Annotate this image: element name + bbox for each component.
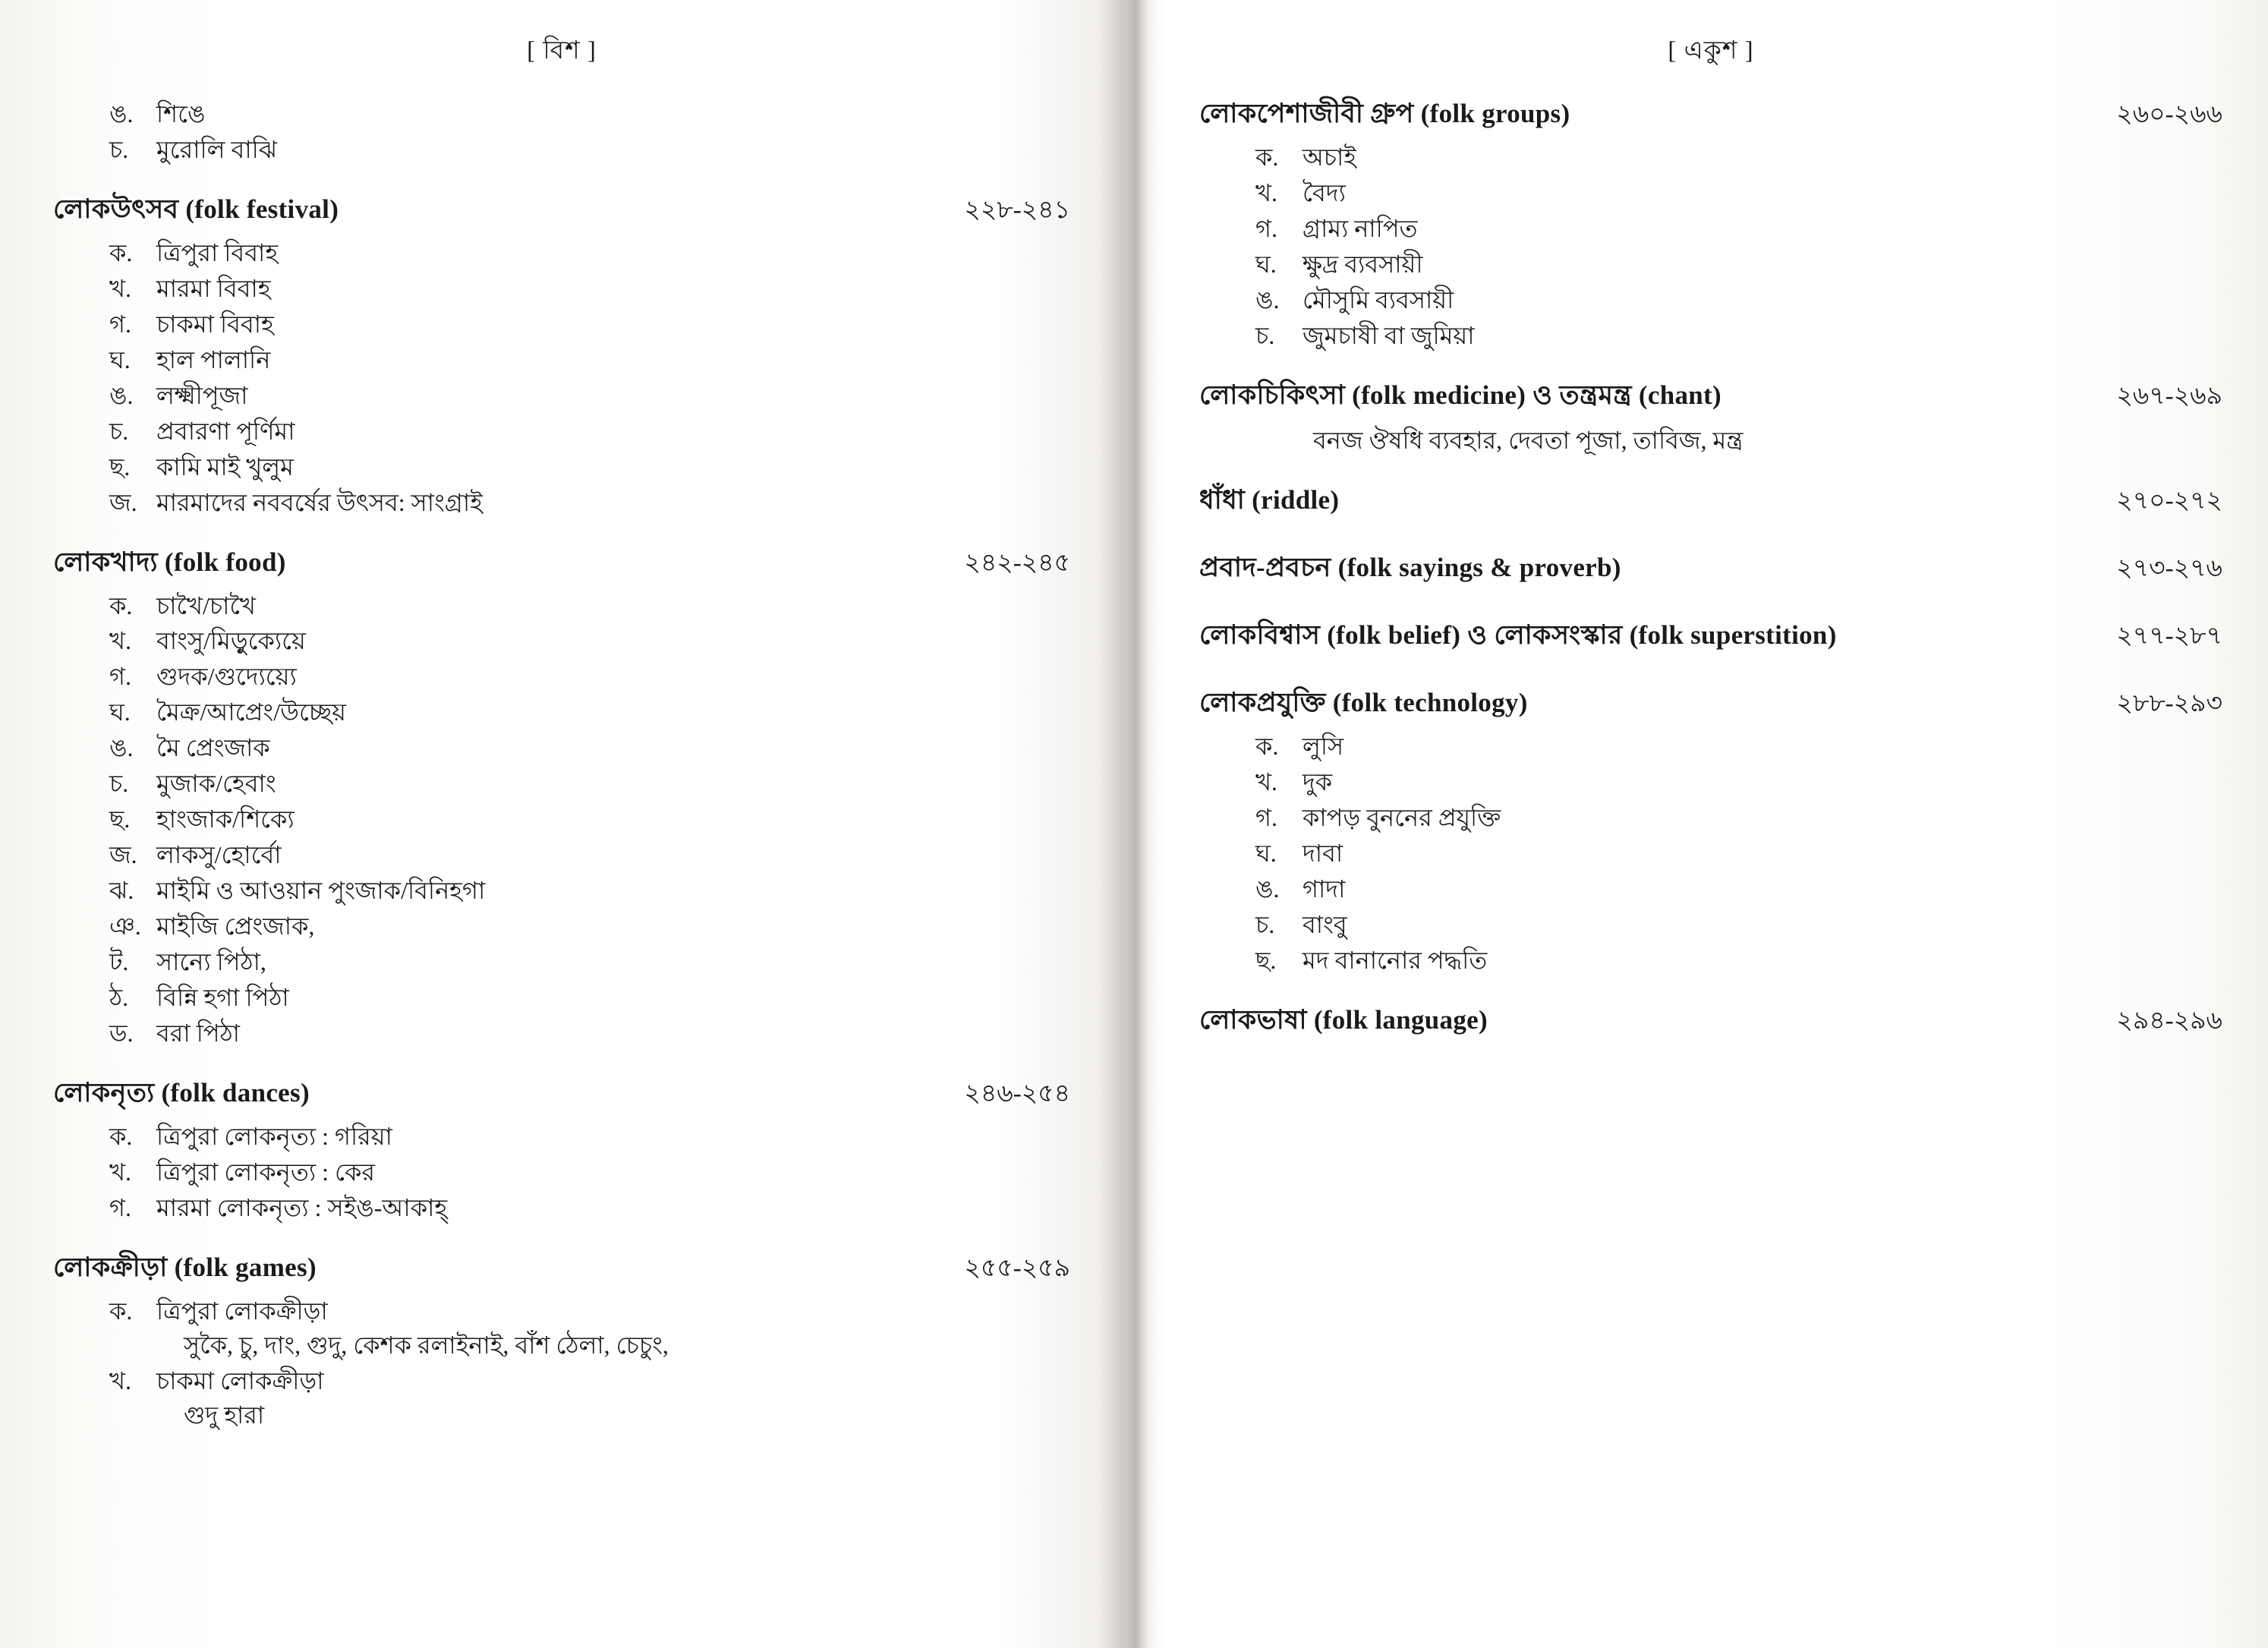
toc-subitem-marker: খ. [1255,768,1278,796]
toc-section-row [1199,374,2222,419]
toc-section-row [1199,547,2222,591]
right-page [1131,0,2268,1648]
toc-subitem-label: লাকসু/হোর্বো [156,841,282,869]
toc-subitem-label: মুজাক/হেবাং [156,770,276,798]
toc-subitem-label: গ্রাম্য নাপিত [1303,214,1418,242]
toc-section-title: লোকভাষা (folk language) [1199,1004,1488,1035]
toc-subitem-marker: ছ. [109,805,131,833]
toc-subitem-label: বাংবু [1303,911,1347,939]
toc-subitem-marker: খ. [1255,178,1278,206]
toc-subitem-label: মৌসুমি ব্যবসায়ী [1303,285,1454,314]
toc-subitem-marker: ঙ. [1255,285,1280,314]
toc-subitem-continuation: গুদু হারা [184,1401,265,1429]
toc-subitem [53,99,1070,130]
toc-subitem [1199,285,2222,316]
toc-subitem-label: বিন্নি হগা পিঠা [156,984,289,1012]
toc-section-row [1199,479,2222,524]
toc-subitem-marker: ঘ. [1255,840,1277,868]
toc-subitem-marker: খ. [109,627,132,655]
toc-subitem-label: মাইমি ও আওয়ান পুংজাক/বিনিহগা [156,877,486,905]
toc-subitem-marker: ঘ. [1255,250,1277,278]
toc-subitem-label: কামি মাই খুলুম [156,452,294,481]
toc-subitem [53,380,1070,411]
toc-page-range: ২২৮-২৪১ [964,196,1070,224]
toc-subitem [53,661,1070,692]
toc-subitem-marker: ক. [1255,143,1279,171]
toc-subitem-marker: চ. [109,417,129,445]
toc-subitem [53,1366,1070,1397]
toc-subitem-marker: ড. [109,1019,134,1047]
toc-subitem [53,1157,1070,1188]
toc-section-row [53,541,1070,586]
toc-section-row [53,188,1070,233]
toc-subitem-marker: চ. [109,770,129,798]
toc-entries-right [1199,93,2222,1044]
toc-subitem-marker: ট. [109,948,129,976]
toc-subitem [1199,320,2222,351]
page-folio-right: [ একুশ ] [1668,37,1754,65]
toc-subitem-marker: জ. [109,841,137,869]
toc-subitem-label: বাংসু/মিড়ুক্যেয়ে [156,627,306,655]
toc-subitem-marker: খ. [109,274,132,302]
toc-subitem-marker: খ. [109,1158,132,1186]
toc-section-row [53,1246,1070,1291]
toc-subitem-label: দুক [1303,768,1333,796]
toc-section-title: লোকখাদ্য (folk food) [53,547,286,577]
toc-page-range: ২৭০-২৭২ [2116,487,2222,515]
toc-subitem-label: ত্রিপুরা বিবাহ [156,238,279,266]
toc-subitem [1199,838,2222,869]
toc-subitem-marker: ক. [109,591,133,619]
toc-subitem [53,875,1070,906]
toc-page-range: ২৭৭-২৮৭ [2116,622,2222,651]
toc-subitem-label: মারমা বিবাহ [156,274,271,302]
toc-subitem [53,1193,1070,1224]
toc-subitem-marker: গ. [109,1193,131,1221]
toc-page-range: ২৭৩-২৭৬ [2116,555,2222,583]
toc-subitem-label: শিঙে [156,100,206,128]
toc-section-title: লোকবিশ্বাস (folk belief) ও লোকসংস্কার (folk superstition) [1199,620,1837,651]
toc-subitem-label: প্রবারণা পূর্ণিমা [156,417,295,445]
toc-page-range: ২৯৪-২৯৬ [2116,1007,2222,1035]
toc-subitem [53,840,1070,871]
toc-subitem-marker: ঙ. [109,734,134,762]
toc-subitem-marker: জ. [109,488,137,516]
toc-subitem-marker: ঘ. [109,345,131,373]
toc-subitem-label: ত্রিপুরা লোকক্রীড়া [156,1297,328,1325]
toc-subitem [53,416,1070,447]
toc-subitem-marker: চ. [109,135,129,163]
toc-subitem [53,345,1070,376]
toc-subitem [1199,178,2222,209]
toc-section-row [1199,682,2222,726]
toc-page-range: ২৫৫-২৫৯ [964,1254,1070,1282]
toc-subitem-label: গুদক/গুদ্যেয়্যে [156,663,297,691]
toc-subitem-label: ক্ষুদ্র ব্যবসায়ী [1303,250,1423,278]
toc-subitem [53,1296,1070,1327]
toc-subitem [1199,249,2222,280]
toc-section-title: লোকপ্রযুক্তি (folk technology) [1199,688,1528,718]
toc-subitem-label: ত্রিপুরা লোকনৃত্য : গরিয়া [156,1122,392,1150]
left-page [0,0,1131,1648]
toc-subitem-label: হাংজাক/শিক্যে [156,805,295,833]
toc-subitem [53,134,1070,165]
toc-page-range: ২৬৭-২৬৯ [2116,382,2222,410]
toc-subitem-marker: ছ. [1255,947,1277,975]
toc-section-title: ধাঁধা (riddle) [1199,485,1340,515]
toc-subitem [1199,731,2222,762]
toc-section-title: প্রবাদ-প্রবচন (folk sayings & proverb) [1199,553,1621,583]
toc-subitem-label: জুমচাষী বা জুমিয়া [1303,321,1475,349]
toc-section-row [1199,999,2222,1044]
toc-subitem [53,238,1070,269]
toc-subitem [1199,874,2222,905]
toc-section-row [1199,93,2222,137]
toc-subitem-label: মুরোলি বাঝি [156,135,277,163]
toc-subitem-marker: ক. [109,238,133,266]
toc-subitem-label: মারমা লোকনৃত্য : সইঙ-আকাহ্ [156,1193,448,1221]
toc-subitem-label: মদ বানানোর পদ্ধতি [1303,947,1488,975]
toc-page-range: ২৪৬-২৫৪ [964,1079,1070,1108]
toc-section-title: লোকপেশাজীবী গ্রুপ (folk groups) [1199,99,1570,128]
toc-subitem-marker: ছ. [109,452,131,481]
toc-subitem-marker: ঙ. [1255,875,1280,903]
toc-subitem [1199,142,2222,173]
toc-entries-left [53,99,1070,1432]
toc-subitem-marker: খ. [109,1367,132,1395]
toc-subitem [53,697,1070,728]
toc-subitem [53,487,1070,518]
toc-section-row [53,1072,1070,1117]
toc-subitem-label: মৈক্র/আপ্রেং/উচ্ছেয় [156,698,347,726]
toc-subitem [1199,802,2222,833]
toc-subitem-marker: ক. [1255,733,1279,761]
toc-subitem [53,625,1070,657]
toc-subitem-marker: চ. [1255,321,1275,349]
toc-page-range: ২৮৮-২৯৩ [2116,690,2222,718]
toc-page-range: ২৬০-২৬৬ [2116,101,2222,128]
toc-subitem [53,452,1070,483]
toc-section-title: লোকনৃত্য (folk dances) [53,1077,310,1108]
toc-subitem-label: মৈ প্রেংজাক [156,734,270,762]
toc-subitem-marker: ঝ. [109,877,134,905]
toc-subitem-label: চাখৈ/চাখৈ [156,591,256,619]
toc-subitem-label: মাইজি প্রেংজাক, [156,912,315,941]
toc-subitem-label: চাকমা লোকক্রীড়া [156,1367,324,1395]
toc-subitem [53,768,1070,799]
toc-subitem [1199,767,2222,798]
toc-subitem [1199,213,2222,244]
toc-subitem-label: হাল পালানি [156,345,271,373]
toc-subitem [53,1121,1070,1152]
toc-subitem-label: সান্যে পিঠা, [156,948,266,976]
toc-subitem-label: কাপড় বুননের প্রযুক্তি [1303,804,1501,832]
toc-section-row [1199,614,2222,659]
toc-subitem [53,947,1070,978]
toc-subitem-marker: ঙ. [109,381,134,409]
toc-section-note: বনজ ঔষধি ব্যবহার, দেবতা পূজা, তাবিজ, মন্ত্র [1313,426,1744,454]
toc-subitem-label: দাবা [1303,840,1343,868]
toc-section-title: লোকচিকিৎসা (folk medicine) ও তন্ত্রমন্ত্র (chant) [1199,380,1721,410]
toc-subitem-marker: ঙ. [109,100,134,128]
toc-subitem-label: ত্রিপুরা লোকনৃত্য : কের [156,1158,376,1186]
toc-subitem [53,273,1070,304]
toc-subitem [53,309,1070,340]
toc-subitem [53,804,1070,835]
toc-subitem-marker: ঘ. [109,698,131,726]
toc-subitem [53,911,1070,942]
toc-subitem-label: চাকমা বিবাহ [156,310,274,338]
toc-section-title: লোকক্রীড়া (folk games) [53,1252,317,1282]
toc-subitem-label: লক্ষ্মীপূজা [156,381,248,409]
toc-subitem [1199,909,2222,941]
toc-subitem-marker: গ. [1255,804,1277,832]
toc-subitem-marker: ঞ. [109,912,141,941]
toc-subitem-label: বরা পিঠা [156,1019,240,1047]
toc-subitem-marker: গ. [109,310,131,338]
toc-subitem [53,1018,1070,1049]
toc-section-title: লোকউৎসব (folk festival) [53,194,339,224]
toc-subitem-marker: ক. [109,1297,133,1325]
toc-subitem [53,591,1070,622]
toc-subitem-marker: ক. [109,1122,133,1150]
toc-subitem [1199,945,2222,976]
toc-subitem-label: মারমাদের নববর্ষের উৎসব: সাংগ্রাই [156,488,483,516]
toc-subitem [53,982,1070,1013]
page-folio-left: [ বিশ ] [527,37,597,65]
toc-subitem-continuation: সুকৈ, চু, দাং, গুদু, কেশক রলাইনাই, বাঁশ ঠেলা, চেচুং, [184,1331,669,1359]
toc-subitem-label: অচাই [1303,143,1356,171]
toc-subitem-marker: গ. [109,663,131,691]
toc-subitem [53,733,1070,764]
toc-subitem-label: লুসি [1303,733,1344,761]
toc-subitem-label: বৈদ্য [1303,178,1346,206]
toc-subitem-marker: গ. [1255,214,1277,242]
toc-page-range: ২৪২-২৪৫ [964,549,1070,577]
toc-subitem-label: গাদা [1303,875,1346,903]
toc-subitem-marker: চ. [1255,911,1275,939]
toc-subitem-marker: ঠ. [109,984,129,1012]
